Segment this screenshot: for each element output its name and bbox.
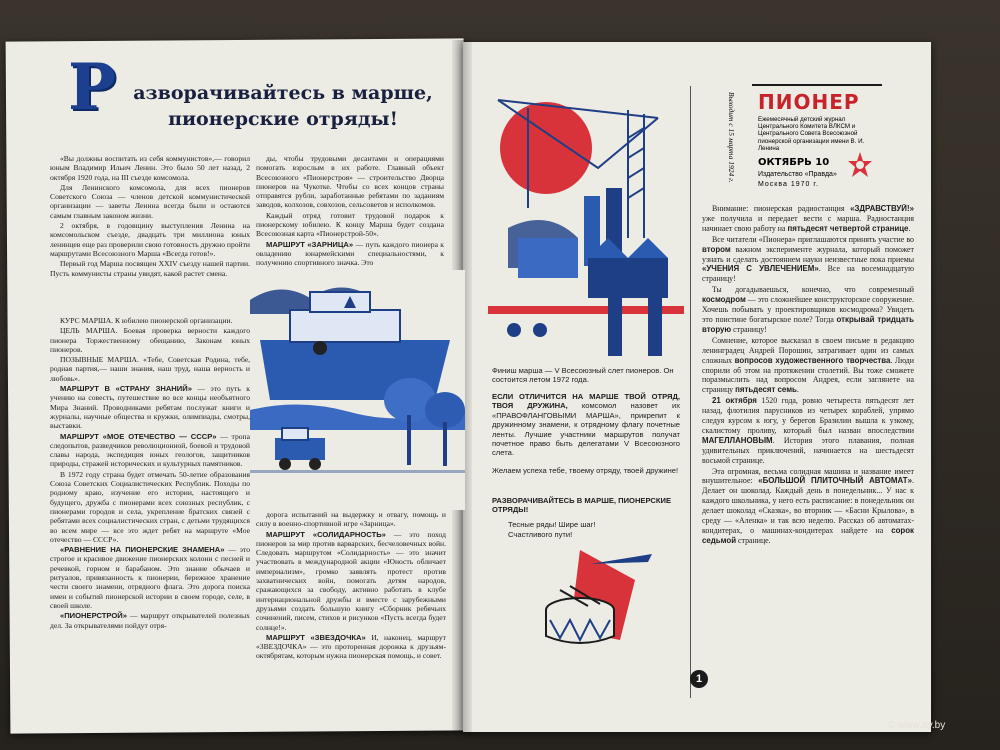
issue-label: ОКТЯБРЬ 10 xyxy=(758,157,830,169)
vertical-publication-note: Выходит с 15 марта 1924 г. xyxy=(727,92,736,183)
route-text: — маршрут открывателей полезных дел. За открывателями пойдут отря- xyxy=(50,611,250,630)
honor-paragraph-text: комсомол назовет их «ПРАВОФЛАНГОВЫМИ МАРША», прикрепит к дружинному знамени, к отрядному флагу почетные ленты. Лучшие участники маршрутов получат почетное право быть делегатами V Всесоюзного слета. xyxy=(492,401,680,458)
honor-paragraph xyxy=(492,392,680,458)
route-text: — тропа следопытов, разведчиков революционной, боевой и трудовой славы народа, экспедиция юных геологов, защитников природы, стражей исторических и культурных памятников. xyxy=(50,431,250,469)
honor-paragraph-heading: ЕСЛИ ОТЛИЧИТСЯ НА МАРШЕ ТВОЙ ОТРЯД, ТВОЯ ДРУЖИНА, xyxy=(492,392,680,411)
drum-bugle-illustration xyxy=(540,540,660,652)
sidebar-item: Эта огромная, весьма солидная машина и название имеет внушительное: «БОЛЬШОЙ ПЛИТОЧНЫЙ АВТОМАТ». Делает он шоколад. Каждый день в понедельник... У нас к каждого школьника, у него есть расписание: в понедельник он делает шоколад «Сказка», во вторник — «Басни Крылова», в среду — «Аленка» и так всю неделю. Рассказ об автоматах-кондитерах, о машинах-кондитерах найдете на сорок седьмой странице. xyxy=(702,466,914,545)
paragraph: Для Ленинского комсомола, для всех пионеров Советского Союза — членов детской коммунистической организации — заветы Ленина всегда были и остаются самым главным законом жизни. xyxy=(50,182,250,220)
paragraph: КУРС МАРША. К юбилею пионерской организации. xyxy=(60,316,233,325)
route-title: «ПИОНЕРСТРОЙ» xyxy=(60,611,127,621)
paragraph: «Вы должны воспитать из себя коммунистов»,— говорил юным Владимир Ильич Ленин. Это было 50 лет назад, 2 октября 1920 года, на III съезде комсомола. xyxy=(50,154,250,182)
contents-sidebar xyxy=(702,204,914,674)
route-text: — это строгое и красивое движение пионерских колонн с песней и речевкой, горном и барабаном. Это знание обычаев и ритуалов, привязанность к пионерии, бережное хранение чести своего знамени, отрядного флага. Это дорога поиска имен и событий пионерской истории в своем городе, селе, в своей школе. xyxy=(50,545,250,610)
closing-heading: РАЗВОРАЧИВАЙТЕСЬ В МАРШЕ, ПИОНЕРСКИЕ ОТРЯДЫ! xyxy=(492,496,672,515)
magazine-title: ПИОНЕР xyxy=(758,90,860,114)
page-number: 1 xyxy=(690,670,708,688)
column-divider xyxy=(690,86,691,698)
column-1-top xyxy=(50,154,250,306)
route-title: «РАВНЕНИЕ НА ПИОНЕРСКИЕ ЗНАМЕНА» xyxy=(60,545,225,555)
wish-text: Желаем успеха тебе, твоему отряду, твоей дружине! xyxy=(492,466,679,475)
route-text: — путь каждого пионера к овладению юнармейскими специальностями, к получению спортивного значка. Это xyxy=(256,239,444,268)
column-1-lower xyxy=(50,316,250,714)
paragraph: ПОЗЫВНЫЕ МАРША. «Тебе, Советская Родина, тебе, родная партия,— наши знания, наш труд, наша верность и любовь». xyxy=(50,355,250,383)
route-title: МАРШРУТ «ЗАРНИЦА» xyxy=(266,239,354,249)
paragraph: Каждый отряд готовит трудовой подарок к пионерскому юбилею. К концу Марша будет создана Всесоюзная карта «Пионерстрой-50». xyxy=(256,210,444,239)
column-2-top xyxy=(256,154,444,278)
paragraph: ЦЕЛЬ МАРША. Боевая проверка верности каждого пионера Торжественному обещанию, Законам юных пионеров. xyxy=(50,326,250,354)
paragraph: 2 октября, в годовщину выступления Ленина на комсомольском съезде, двадцать три миллиона юных ленинцев еще раз проверили свою готовность дружно пройти маршрутами Всесоюзного Марша «Всегда готов!». xyxy=(50,221,250,258)
publisher-label: Издательство «Правда» xyxy=(758,171,837,179)
route-text: — это поход пионеров за мир против варварских, бесчеловечных войн. Следовать маршрутом «Солидарность» — это значит участвовать в международной акции «Юность обличает империализм», громко заявлять протест против захватнических войн, помогать детям народов, сражающихся за свободу, активно работать в клубе интернациональной дружбы и вместе с зарубежными друзьями создать большую книгу «Сборник ребячьих сочинений, писем, стихов и рисунков «Пусть всегда будет солнце!». xyxy=(256,529,446,632)
sidebar-item: Ты догадываешься, конечно, что современный космодром — это сложнейшее конструкторское сооружение. Хочешь побывать у проектировщиков космодрома? Увидеть это поистине богатырское поле? Тогда открывай тридцать вторую страницу! xyxy=(702,285,914,334)
paragraph: Первый год Марша посвящен XXIV съезду нашей партии. Пусть коммунисты страны увидят, какой растет смена. xyxy=(50,259,250,278)
route-text: И, наконец, маршрут «ЗВЕЗДОЧКА» — это проторенная дорожка к друзьям-октябрятам, которым нужна пионерская помощь, и совет. xyxy=(256,632,446,661)
sidebar-item: 21 октября 1520 года, ровно четыреста пятьдесят лет назад, флотилия парусников из четырех кораблей, упрямо следуя курсом к югу, у берегов Бразилии вышла к узкому, скалистому проливу, который был назван впоследствии МАГЕЛЛАНОВЫМ. История этого плавания, полная удивительных приключений, начинается на шестьдесят восьмой странице. xyxy=(702,396,914,465)
sidebar-item: Сомнение, которое высказал в своем письме в редакцию ленинградец Андрей Порошин, затрагивает один из самых сложных вопросов художественного творчества. Люди спорили об этом на протяжении столетий. Вы тоже сможете поразмыслить над вопросом Андрея, если заглянете на страницу пятьдесят семь. xyxy=(702,335,914,395)
route-title: МАРШРУТ В «СТРАНУ ЗНАНИЙ» xyxy=(60,384,192,394)
closing-line-1: Тесные ряды! Шире шаг! xyxy=(508,520,596,529)
paragraph: В 1972 году страна будет отмечать 50-летие образования Союза Советских Социалистических Республик. Походы по родному краю, изучение его истории, настоящего и будущего, дружба с пионерами всех союзных республик, с пионерами городов и села, укрепление братских связей с ребятами всех социалистических стран, с детьми трудящихся во всем мире — все это ждет ребят на маршруте «Мое отечество — СССР». xyxy=(50,469,250,544)
construction-illustration xyxy=(488,88,684,356)
paragraph: ды, чтобы трудовыми десантами и операциями помогать взрослым в их работе. Главный объект Всесоюзного «Пионерстроя» — строительство Дворца пионеров на Чукотке. Чтобы со всех концов страны отправятся рубли, заработанные ребятами по заданиям заводов, колхозов, совхозов, сельсоветов и исполкомов. xyxy=(256,154,444,210)
pioneer-badge-icon xyxy=(846,150,874,180)
city-year-label: Москва 1970 г. xyxy=(758,181,820,189)
route-title: МАРШРУТ «ЗВЕЗДОЧКА» xyxy=(266,632,366,642)
route-title: МАРШРУТ «СОЛИДАРНОСТЬ» xyxy=(266,529,386,539)
ship-illustration xyxy=(250,270,465,510)
sidebar-item: Все читатели «Пионера» приглашаются принять участие во втором важном эксперименте журнала, который поможет узнать и сделать достоянием науки неизвестные пока приемы «УЧЕНИЯ С УВЛЕЧЕНИЕМ». Все на восемнадцатую страницу! xyxy=(702,234,914,284)
closing-line-2: Счастливого пути! xyxy=(508,530,573,539)
drop-cap-letter: Р xyxy=(68,50,117,125)
watermark: © www.ay.by xyxy=(888,720,946,731)
column-2-bottom xyxy=(256,510,446,706)
route-title: МАРШРУТ «МОЕ ОТЕЧЕСТВО — СССР» xyxy=(60,431,217,441)
magazine-subtitle: Ежемесячный детский журнал Центрального Комитета ВЛКСМ и Центрального Совета Всесоюзной пионерской организации имени В. И. Ленина xyxy=(758,116,865,152)
route-text: — это путь к учению на совесть, путешествие во все концы необъятного Мира Знаний. Проводниками ребятам послужат книги и журналы, научные общества и кружки, олимпиады, смотры, выставки. xyxy=(50,384,250,431)
paragraph: дорога испытаний на выдержку и отвагу, помощь и силу в военно-спортивной игре «Зарница». xyxy=(256,510,446,529)
article-headline: азворачивайтесь в марше, пионерские отряды! xyxy=(133,82,433,130)
sidebar-item: Внимание: пионерская радиостанция «ЗДРАВСТВУЙ!» уже получила и передает вести с марша. Радиостанция начинает свою работу на пятьдесят четвертой странице. xyxy=(702,204,914,233)
caption-finish: Финиш марша — V Всесоюзный слет пионеров. Он состоится летом 1972 года. xyxy=(492,366,674,385)
